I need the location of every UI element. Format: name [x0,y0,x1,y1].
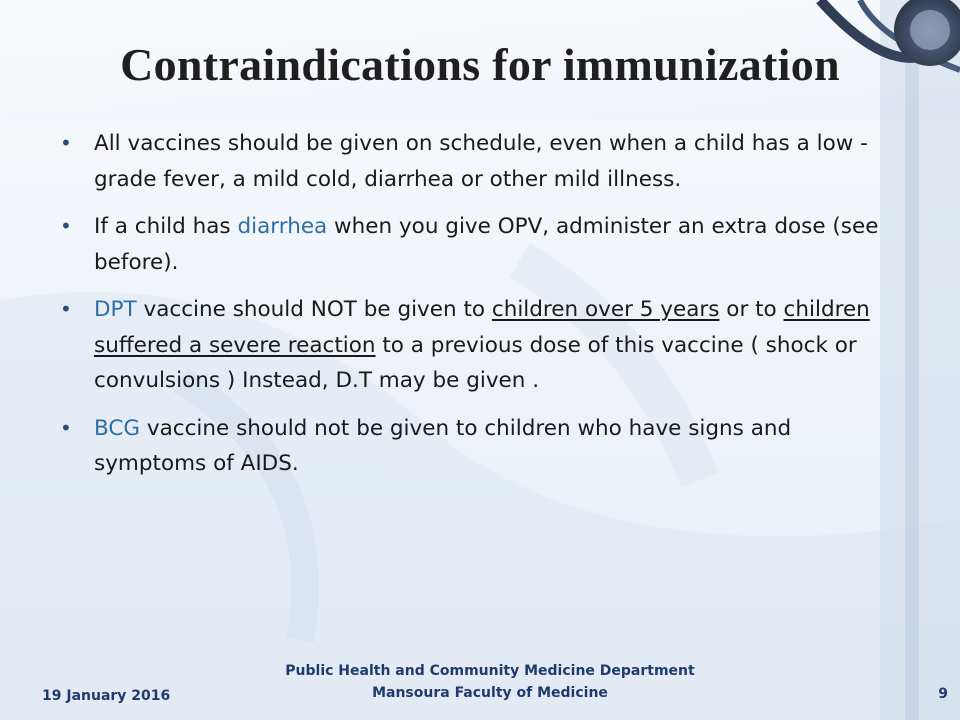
highlighted-term: DPT [94,297,137,322]
bullet-marker: • [60,131,72,155]
text-segment: when you give OPV, administer an extra dose (see before). [94,214,879,275]
bullet-item [58,411,908,482]
bullet-list [58,126,908,494]
bullet-marker: • [60,297,72,321]
text-segment: vaccine should NOT be given to [136,297,492,322]
highlighted-term: BCG [94,415,141,441]
bullet-item [58,292,908,399]
underlined-text: children over 5 years [491,297,720,322]
highlighted-term: diarrhea [237,214,328,239]
page-number: 9 [938,686,948,702]
slide-title: Contraindications for immunization [120,39,840,90]
bullet-marker: • [60,415,72,440]
department-name: Public Health and Community Medicine Department [285,663,695,679]
bullet-text [94,214,878,275]
text-segment: to a previous dose of this vaccine ( shock or convulsions ) Instead, D.T may be given . [94,332,857,393]
bullet-text: All vaccines should be given on schedule, even when a child has a low - grade fever, a mild cold, diarrhea or other mild illness. [94,131,868,192]
bullet-text [94,297,870,393]
text-segment: If a child has [94,214,238,239]
underlined-text: children suffered a severe reaction [94,297,870,358]
bullet-marker: • [60,214,72,238]
faculty-name: Mansoura Faculty of Medicine [372,685,608,701]
bullet-text [94,416,791,477]
text-segment: or to [719,297,784,322]
footer-date: 19 January 2016 [42,688,171,704]
bullet-item [58,209,908,280]
bullet-item [58,126,908,197]
text-segment: vaccine should not be given to children who have signs and symptoms of AIDS. [94,415,792,476]
